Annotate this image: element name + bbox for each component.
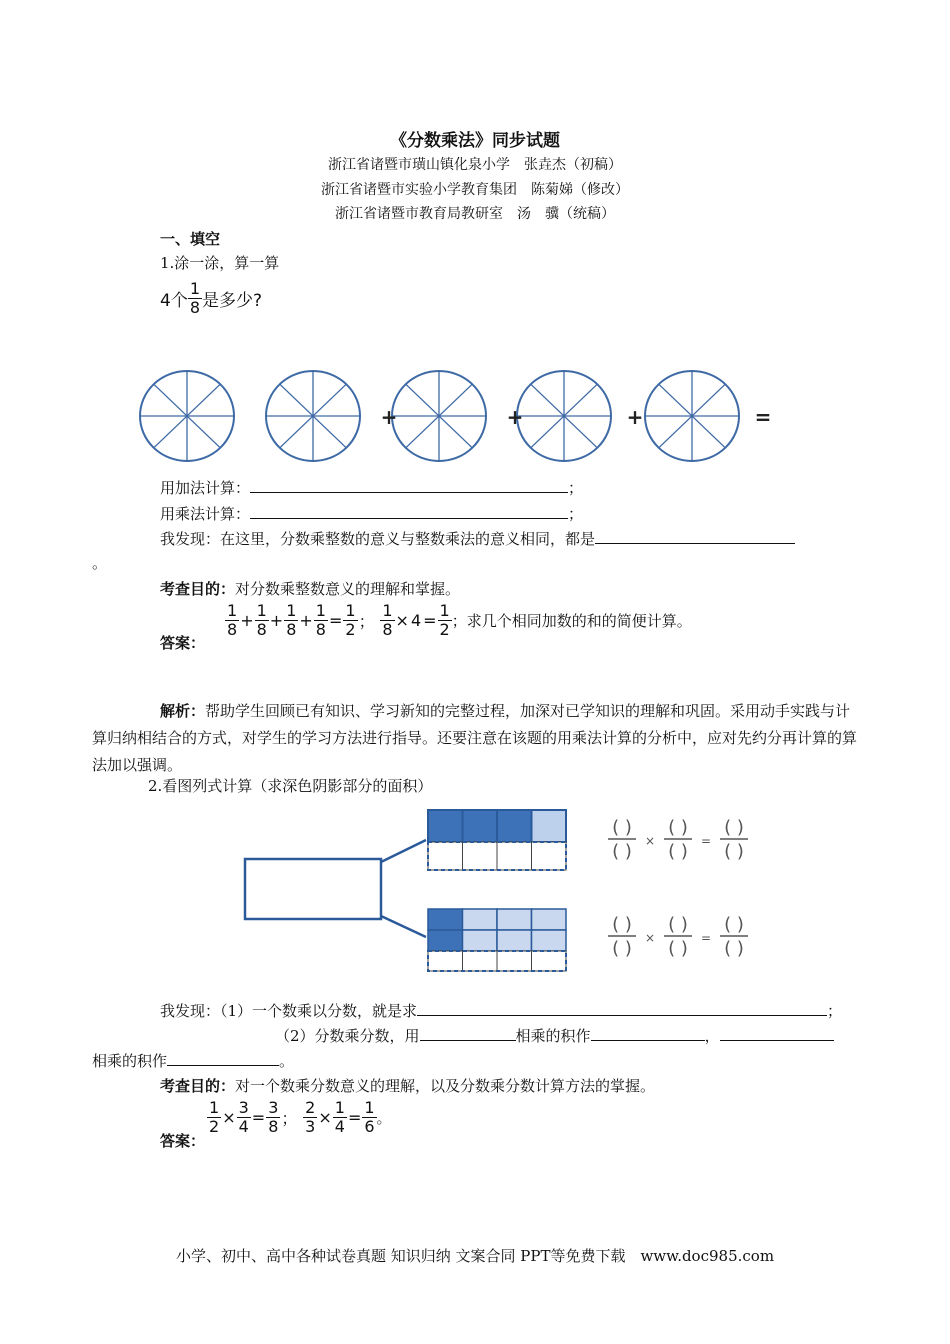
fraction [207,1099,221,1136]
grid-cell [497,909,532,930]
answer-tail: ；求几个相同加数的和的简便计算。 [451,612,692,630]
grid-cell [497,842,532,870]
blank-fraction-expression [608,817,748,862]
circles-diagram [135,368,772,468]
q2-purpose [160,1075,655,1096]
eighths-circle[interactable] [645,371,739,461]
analysis-label: 解析： [160,702,206,720]
q1-question [160,280,262,317]
analysis-text: 帮助学生回顾已有知识、学习新知的完整过程，加深对已学知识的理解和巩固。采用动手实践与计算归纳相结合的方式，对学生的学习方法进行指导。还要注意在该题的用乘法计算的分析中，应对先约分再计算的算法加以强调。 [92,702,858,774]
denominator: 2 [209,1117,220,1136]
q1-purpose [160,578,460,599]
numerator: 1 [345,601,356,620]
period: 。 [92,554,108,572]
fraction [303,1099,317,1136]
times-op: × [395,611,409,630]
svg-text:×: × [644,834,656,848]
denominator: 2 [439,620,450,639]
equals-op: = [251,1108,266,1127]
grid-cell [428,810,463,842]
q1-question-pre: 4个 [160,291,188,311]
fraction [314,602,328,639]
svg-text:( ): ( ) [612,938,632,959]
fraction [333,1099,347,1136]
q1-answer-formula [225,602,692,639]
q2-discover-3 [92,1050,294,1071]
eighths-circle[interactable] [140,371,234,461]
numerator: 1 [256,601,267,620]
q2-discover-2 [275,1025,834,1046]
purpose-text: 对分数乘整数意义的理解和掌握。 [235,580,461,598]
q1-question-fraction [188,280,202,317]
plus-sign: + [626,405,644,429]
grid-cell [428,909,463,930]
q2-label: 2.看图列式计算（求深色阴影部分的面积） [148,777,433,795]
period: 。 [279,1052,295,1070]
svg-text:( ): ( ) [668,817,688,838]
add-blank[interactable] [250,478,568,493]
author-line-2: 浙江省诸暨市实验小学教育集团 陈菊娣（修改） [321,182,629,198]
fraction [362,1099,376,1136]
mul-blank[interactable] [250,504,568,519]
mul-label: 用乘法计算： [160,505,251,523]
fraction [237,1099,251,1136]
numerator: 1 [364,1098,375,1117]
numerator: 1 [227,601,238,620]
fraction [380,602,394,639]
numerator: 1 [382,601,393,620]
svg-text:×: × [644,931,656,945]
numerator: 1 [315,601,326,620]
discover-2-mid: 相乘的积作 [515,1027,591,1045]
denominator: 8 [382,620,393,639]
svg-text:( ): ( ) [612,914,632,935]
discover-1-blank[interactable] [417,1001,827,1016]
fraction [266,1099,280,1136]
svg-text:( ): ( ) [724,938,744,959]
numerator: 1 [334,1098,345,1117]
grid-cell [463,842,498,870]
fraction [438,602,452,639]
page-title: 《分数乘法》同步试题 [390,131,560,151]
comma: ， [704,1027,720,1045]
denominator: 8 [227,620,238,639]
svg-text:=: = [700,834,712,848]
fraction [343,602,357,639]
fraction-numerator: 1 [189,279,201,298]
times-value: 4 [410,611,422,630]
whole-rectangle [245,859,381,919]
grid-cell [532,909,567,930]
discover-2-blank-c[interactable] [720,1026,834,1041]
denominator: 4 [238,1117,249,1136]
denominator: 2 [345,620,356,639]
svg-text:( ): ( ) [724,914,744,935]
grid-cell [463,810,498,842]
q2-answer-formula [207,1099,392,1136]
numerator: 1 [209,1098,220,1117]
eighths-circle[interactable] [392,371,486,461]
fraction [284,602,298,639]
discover-2-blank-a[interactable] [420,1026,516,1041]
top-grid [428,810,566,870]
section-heading: 一、填空 [160,230,221,248]
grid-cell [497,930,532,951]
grid-cell [463,951,498,971]
plus-sign: + [506,405,524,429]
denominator: 8 [256,620,267,639]
discover-2-blank-b[interactable] [591,1026,705,1041]
author-line-1: 浙江省诸暨市璜山镇化泉小学 张垚杰（初稿） [328,157,622,173]
svg-text:( ): ( ) [668,914,688,935]
discover-1-text: 我发现：（1）一个数乘以分数，就是求 [160,1002,418,1020]
semicolon: ； [358,612,375,631]
grid-cell [428,951,463,971]
semicolon: ； [568,479,584,497]
q1-question-post: 是多少? [202,291,263,311]
add-line [160,477,583,498]
denominator: 8 [268,1117,279,1136]
equals-op: = [328,611,343,630]
times-op: × [222,1108,236,1127]
plus-sign: + [380,405,398,429]
grid-cell [532,810,567,842]
blank-fraction-expression [608,914,748,959]
svg-text:( ): ( ) [668,841,688,862]
denominator: 8 [286,620,297,639]
numerator: 1 [286,601,297,620]
times-op: × [318,1108,332,1127]
answer-tail: 。 [376,1109,392,1127]
denominator: 6 [364,1117,375,1136]
q2-discover-1 [160,1000,842,1021]
q2-answer-label: 答案： [160,1132,206,1150]
plus-op: + [269,611,284,630]
author-line-3: 浙江省诸暨市教育局教研室 汤 骥（统稿） [335,206,615,222]
grid-cell [463,909,498,930]
discover-3-text: 相乘的积作 [92,1052,168,1070]
fraction-denominator: 8 [189,298,201,317]
eighths-circle[interactable] [266,371,360,461]
page-footer: 小学、初中、高中各种试卷真题 知识归纳 文案合同 PPT等免费下载 www.doc985.com [175,1247,775,1265]
grid-cell [497,810,532,842]
q1-answer-label: 答案： [160,634,206,652]
svg-text:( ): ( ) [612,817,632,838]
denominator: 3 [305,1117,316,1136]
fraction [255,602,269,639]
grid-cell [497,951,532,971]
analysis-paragraph [92,698,862,779]
discover-2-text: （2）分数乘分数，用 [275,1027,420,1045]
numerator: 3 [268,1098,279,1117]
svg-text:( ): ( ) [724,817,744,838]
connector-line [381,916,426,937]
discover-3-blank[interactable] [167,1051,279,1066]
grid-cell [428,930,463,951]
equals-op: = [347,1108,362,1127]
equals-sign: = [754,405,772,429]
svg-text:( ): ( ) [668,938,688,959]
denominator: 4 [334,1117,345,1136]
grid-cell [532,951,567,971]
rectangle-diagram [240,802,780,977]
discover-text: 我发现：在这里，分数乘整数的意义与整数乘法的意义相同，都是 [160,530,596,548]
grid-cell [532,930,567,951]
purpose-text: 对一个数乘分数意义的理解，以及分数乘分数计算方法的掌握。 [235,1077,656,1095]
eighths-circle[interactable] [517,371,611,461]
grid-cell [532,842,567,870]
purpose-label: 考查目的： [160,580,236,598]
add-label: 用加法计算： [160,479,251,497]
fraction [225,602,239,639]
plus-op: + [240,611,254,630]
discover-blank[interactable] [595,529,795,544]
equals-op: = [423,611,437,630]
connector-line [381,840,426,862]
svg-text:=: = [700,931,712,945]
bottom-grid [428,909,566,971]
svg-text:( ): ( ) [724,841,744,862]
semicolon: ； [827,1002,843,1020]
numerator: 2 [305,1098,316,1117]
purpose-label: 考查目的： [160,1077,236,1095]
svg-text:( ): ( ) [612,841,632,862]
grid-cell [463,930,498,951]
numerator: 3 [238,1098,249,1117]
plus-op: + [299,611,313,630]
grid-cell [428,842,463,870]
numerator: 1 [439,601,450,620]
denominator: 8 [315,620,326,639]
mul-line [160,503,583,524]
discover-line [160,528,795,549]
semicolon: ； [281,1109,298,1128]
semicolon: ； [568,505,584,523]
q1-label: 1.涂一涂，算一算 [160,254,280,272]
